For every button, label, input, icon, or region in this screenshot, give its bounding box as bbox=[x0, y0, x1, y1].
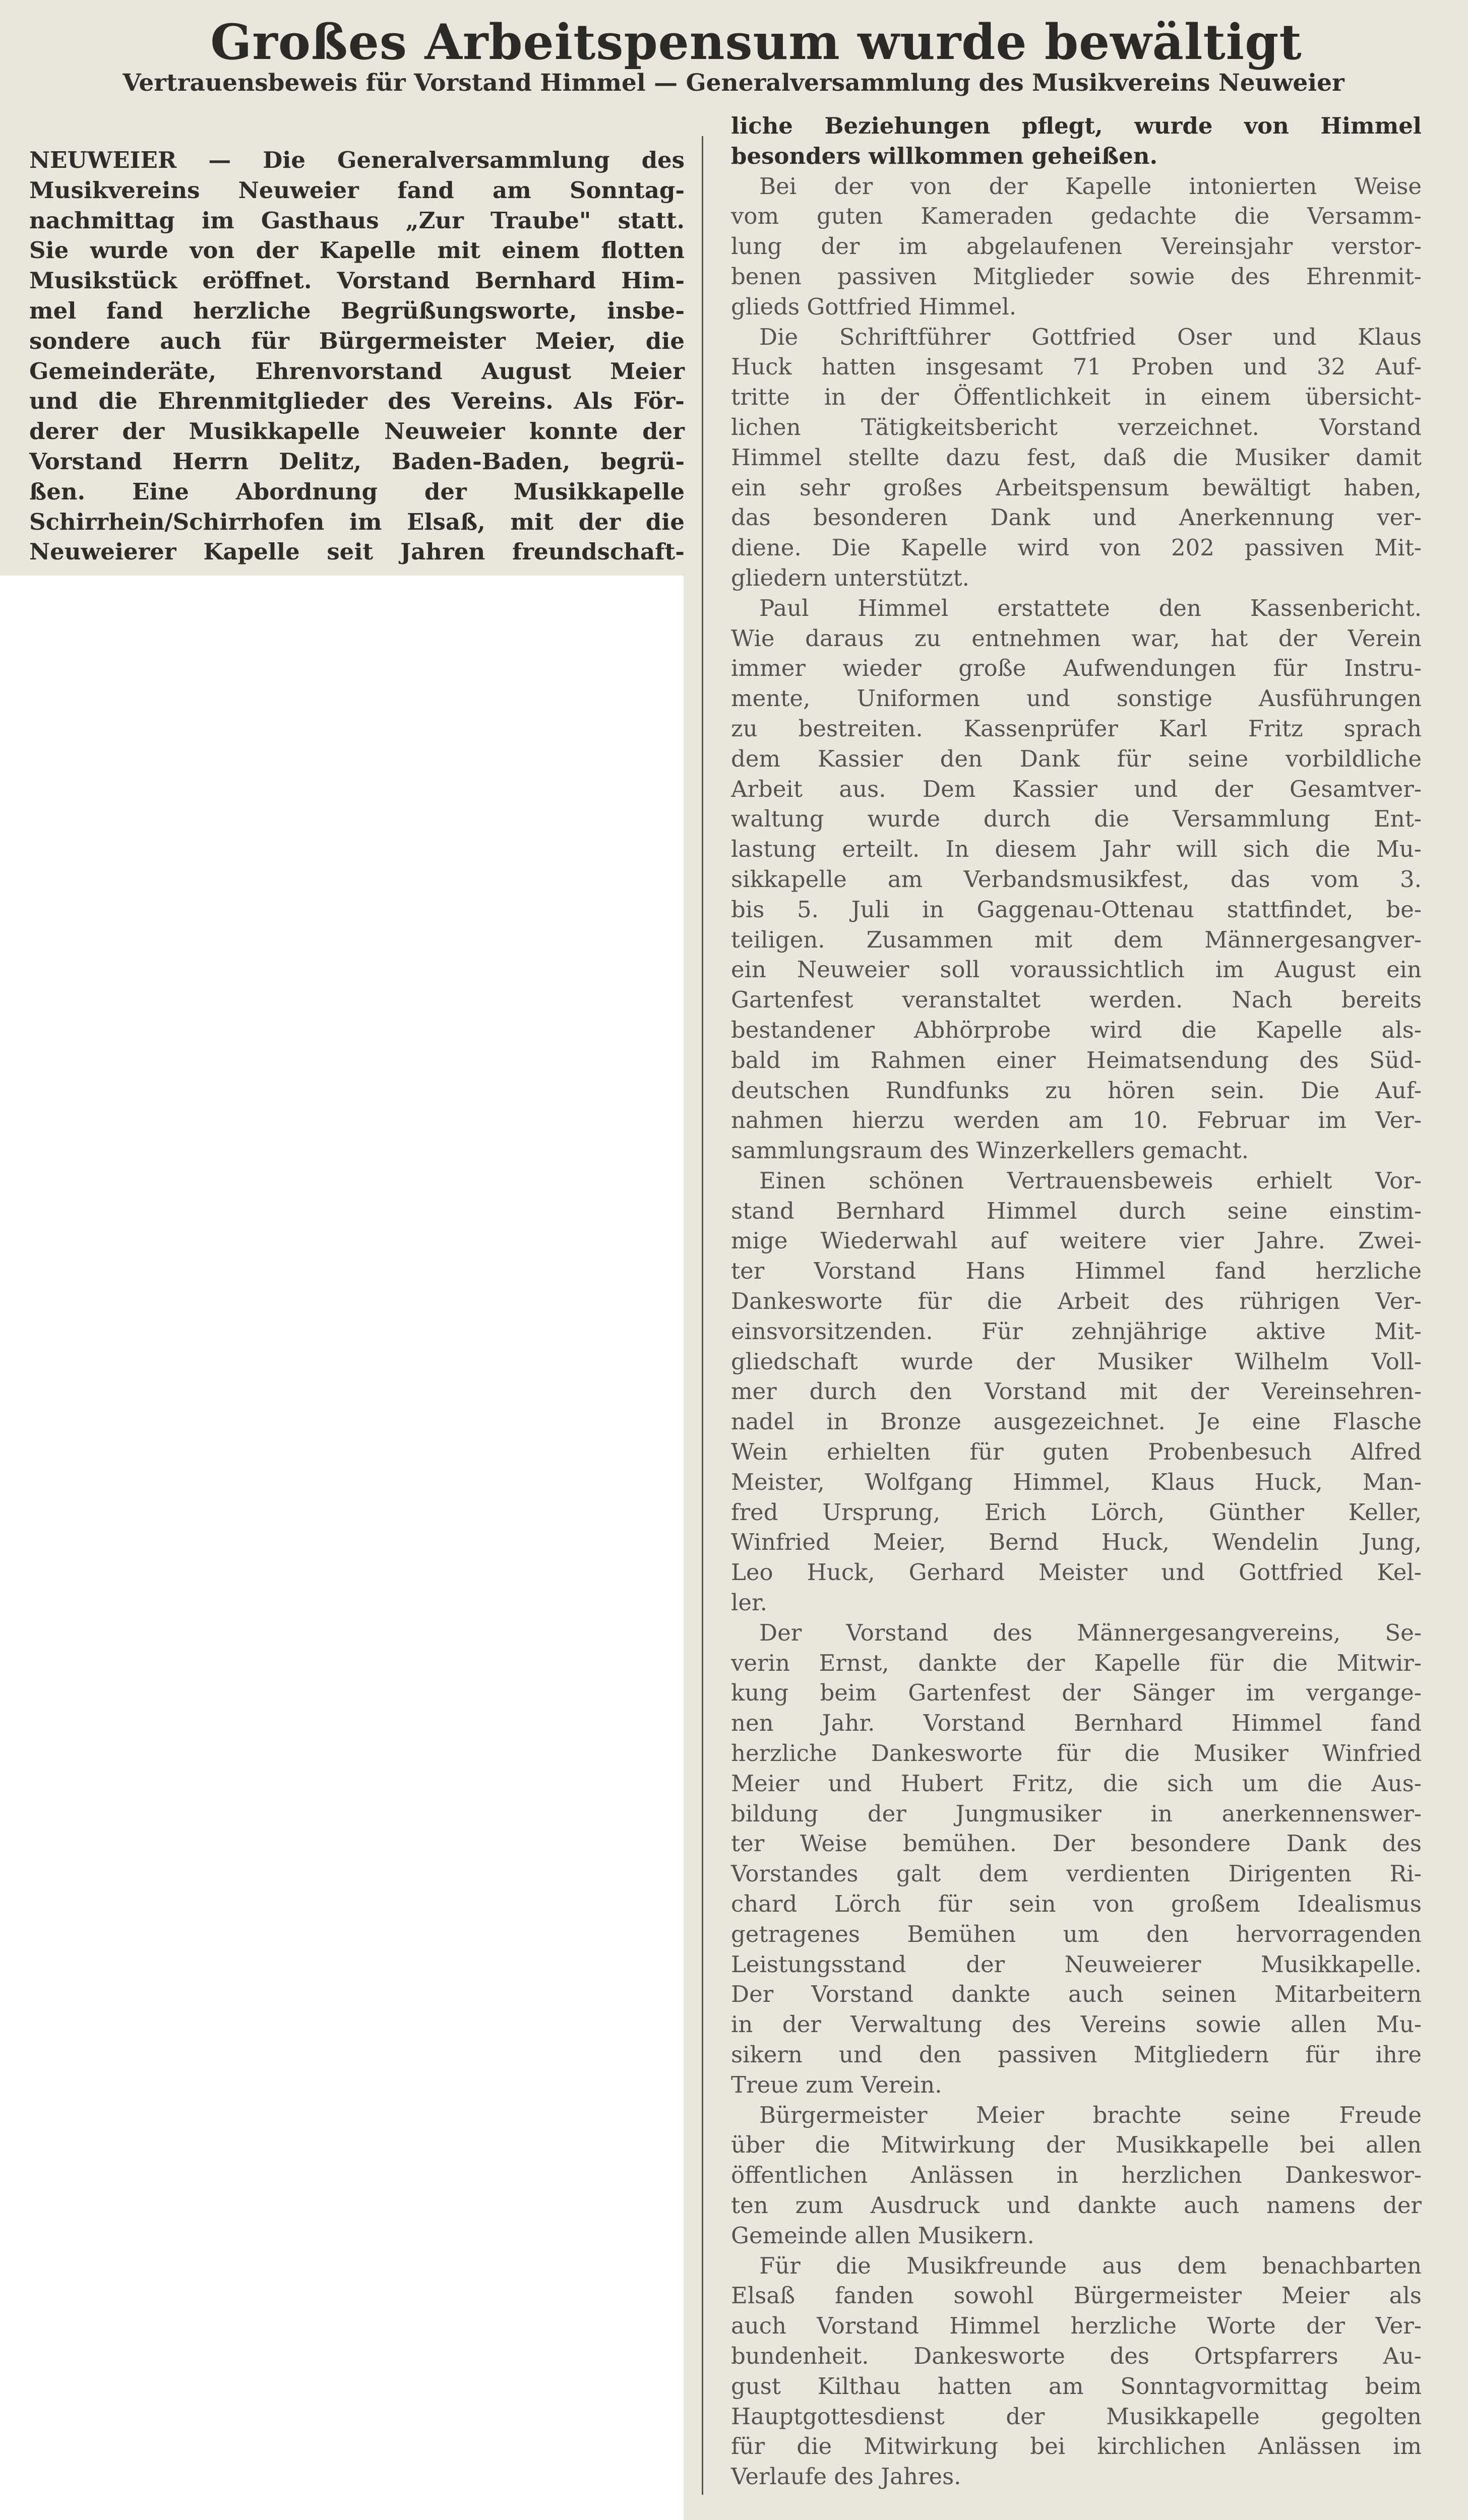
article-line: sikern und den passiven Mitgliedern für ihre bbox=[731, 2041, 1422, 2068]
article-line: bald im Rahmen einer Heimatsendung des Süd- bbox=[731, 1046, 1422, 1074]
article-line: Huck hatten insgesamt 71 Proben und 32 Auf- bbox=[731, 353, 1422, 381]
article-line: ein sehr großes Arbeitspensum bewältigt haben, bbox=[731, 474, 1422, 501]
article-line: Dankesworte für die Arbeit des rührigen Ver- bbox=[731, 1288, 1422, 1315]
article-line: mer durch den Vorstand mit der Vereinsehren- bbox=[731, 1378, 1422, 1405]
article-line: diene. Die Kapelle wird von 202 passiven Mit- bbox=[731, 534, 1422, 561]
article-line: Wein erhielten für guten Probenbesuch Alfred bbox=[731, 1438, 1422, 1466]
article-line: Bei der von der Kapelle intonierten Weise bbox=[759, 172, 1422, 200]
article-line: über die Mitwirkung der Musikkapelle bei allen bbox=[731, 2131, 1422, 2159]
article-line: liche Beziehungen pflegt, wurde von Himmel bbox=[731, 112, 1422, 139]
article-dateline: NEUWEIER — bbox=[29, 147, 231, 173]
article-line: Der Vorstand des Männergesangvereins, Se- bbox=[759, 1619, 1422, 1646]
article-line: Einen schönen Vertrauensbeweis erhielt Vor- bbox=[759, 1167, 1422, 1194]
article-line: Winfried Meier, Bernd Huck, Wendelin Jung, bbox=[731, 1529, 1422, 1556]
article-line: herzliche Dankesworte für die Musiker Winfried bbox=[731, 1740, 1422, 1767]
article-line: ter Weise bemühen. Der besondere Dank des bbox=[731, 1830, 1422, 1857]
article-line: mige Wiederwahl auf weitere vier Jahre. Zwei- bbox=[731, 1227, 1422, 1254]
article-line: benen passiven Mitglieder sowie des Ehrenmit- bbox=[731, 263, 1422, 290]
article-line: glieds Gottfried Himmel. bbox=[731, 293, 1017, 320]
article-line: Musikstück eröffnet. Vorstand Bernhard Him- bbox=[29, 267, 685, 294]
article-line: chard Lörch für sein von großem Idealismus bbox=[731, 1891, 1422, 1918]
article-line: gliedern unterstützt. bbox=[731, 564, 969, 591]
article-line: das besonderen Dank und Anerkennung ver- bbox=[731, 504, 1422, 531]
article-line: lastung erteilt. In diesem Jahr will sich die Mu- bbox=[731, 836, 1422, 863]
article-headline: Großes Arbeitspensum wurde bewältigt bbox=[210, 14, 1302, 71]
article-line: nadel in Bronze ausgezeichnet. Je eine Flasche bbox=[731, 1408, 1422, 1435]
article-line: auch Vorstand Himmel herzliche Worte der Ver- bbox=[731, 2312, 1422, 2340]
article-line: in der Verwaltung des Vereins sowie allen Mu- bbox=[731, 2011, 1422, 2038]
article-line: Paul Himmel erstattete den Kassenbericht. bbox=[759, 594, 1422, 621]
article-line: nachmittag im Gasthaus „Zur Traube" statt. bbox=[29, 207, 685, 234]
article-line: stand Bernhard Himmel durch seine einstim- bbox=[731, 1197, 1422, 1224]
article-line: gliedschaft wurde der Musiker Wilhelm Voll- bbox=[731, 1348, 1422, 1375]
article-line: besonders willkommen geheißen. bbox=[731, 142, 1158, 169]
article-line: öffentlichen Anlässen in herzlichen Dankeswor- bbox=[731, 2162, 1422, 2189]
article-line: Sie wurde von der Kapelle mit einem flotten bbox=[29, 237, 685, 264]
article-line: ter Vorstand Hans Himmel fand herzliche bbox=[731, 1257, 1422, 1285]
article-line: Wie daraus zu entnehmen war, hat der Verein bbox=[731, 624, 1422, 652]
article-line: vom guten Kameraden gedachte die Versamm- bbox=[731, 203, 1422, 230]
article-line: Verlaufe des Jahres. bbox=[731, 2463, 961, 2490]
article-line: Gartenfest veranstaltet werden. Nach bereits bbox=[731, 986, 1422, 1014]
article-line-text: Die Generalversammlung des bbox=[231, 147, 685, 173]
article-line: Arbeit aus. Dem Kassier und der Gesamtver- bbox=[731, 775, 1422, 802]
article-line: zu bestreiten. Kassenprüfer Karl Fritz sprach bbox=[731, 715, 1422, 742]
right-column bbox=[731, 111, 1422, 2492]
article-line: fred Ursprung, Erich Lörch, Günther Keller, bbox=[731, 1498, 1422, 1526]
article-line: für die Mitwirkung bei kirchlichen Anlässen im bbox=[731, 2433, 1422, 2460]
article-line: deutschen Rundfunks zu hören sein. Die Auf- bbox=[731, 1077, 1422, 1104]
article-line: Elsaß fanden sowohl Bürgermeister Meier als bbox=[731, 2282, 1422, 2309]
article-line: kung beim Gartenfest der Sänger im vergange- bbox=[731, 1679, 1422, 1707]
article-line: Treue zum Verein. bbox=[731, 2071, 942, 2098]
article-line: bundenheit. Dankesworte des Ortspfarrers Au- bbox=[731, 2342, 1422, 2369]
article-line: Gemeinderäte, Ehrenvorstand August Meier bbox=[29, 357, 685, 385]
article-subheadline: Vertrauensbeweis für Vorstand Himmel — Generalversammlung des Musikvereins Neuweier bbox=[123, 69, 1344, 97]
article-line: Musikvereins Neuweier fand am Sonntag- bbox=[29, 176, 685, 204]
article-line: ten zum Ausdruck und dankte auch namens der bbox=[731, 2191, 1422, 2219]
article-line: ler. bbox=[731, 1589, 767, 1616]
article-line: Leo Huck, Gerhard Meister und Gottfried Kel- bbox=[731, 1559, 1422, 1586]
article-line: Leistungsstand der Neuweierer Musikkapelle. bbox=[731, 1950, 1422, 1978]
article-line bbox=[29, 145, 685, 175]
article-line: Gemeinde allen Musikern. bbox=[731, 2222, 1034, 2249]
article-line: Meier und Hubert Fritz, die sich um die Aus- bbox=[731, 1770, 1422, 1797]
article-line: Meister, Wolfgang Himmel, Klaus Huck, Man- bbox=[731, 1468, 1422, 1495]
article-line: getragenes Bemühen um den hervorragenden bbox=[731, 1920, 1422, 1947]
article-line: Neuweierer Kapelle seit Jahren freundschaft- bbox=[29, 538, 685, 565]
article-line: Vorstandes galt dem verdienten Dirigenten Ri- bbox=[731, 1860, 1422, 1887]
article-line: bis 5. Juli in Gaggenau-Ottenau stattfindet, be- bbox=[731, 896, 1422, 923]
article-line: bildung der Jungmusiker in anerkennenswer- bbox=[731, 1800, 1422, 1827]
article-line: Hauptgottesdienst der Musikkapelle gegolten bbox=[731, 2403, 1422, 2430]
article-line: Vorstand Herrn Delitz, Baden-Baden, begrü- bbox=[29, 448, 685, 475]
article-line: sondere auch für Bürgermeister Meier, die bbox=[29, 327, 685, 354]
article-line: dem Kassier den Dank für seine vorbildliche bbox=[731, 745, 1422, 772]
article-line: sikkapelle am Verbandsmusikfest, das vom 3. bbox=[731, 865, 1422, 893]
column-divider bbox=[702, 136, 703, 2495]
article-line: teiligen. Zusammen mit dem Männergesangver- bbox=[731, 926, 1422, 953]
left-column bbox=[29, 145, 685, 567]
article-line: nen Jahr. Vorstand Bernhard Himmel fand bbox=[731, 1710, 1422, 1737]
article-line: verin Ernst, dankte der Kapelle für die Mitwir- bbox=[731, 1649, 1422, 1676]
article-line: Der Vorstand dankte auch seinen Mitarbeitern bbox=[731, 1981, 1422, 2008]
article-line: sammlungsraum des Winzerkellers gemacht. bbox=[731, 1137, 1249, 1164]
article-line: Himmel stellte dazu fest, daß die Musiker damit bbox=[731, 444, 1422, 471]
article-line: tritte in der Öffentlichkeit in einem übersicht- bbox=[731, 384, 1422, 411]
article-line: mente, Uniformen und sonstige Ausführungen bbox=[731, 685, 1422, 712]
article-line: ßen. Eine Abordnung der Musikkapelle bbox=[29, 478, 685, 505]
article-line: immer wieder große Aufwendungen für Instru- bbox=[731, 655, 1422, 682]
article-line: mel fand herzliche Begrüßungsworte, insbe- bbox=[29, 297, 685, 324]
article-line: derer der Musikkapelle Neuweier konnte der bbox=[29, 418, 685, 445]
article-line: waltung wurde durch die Versammlung Ent- bbox=[731, 805, 1422, 833]
article-line: Die Schriftführer Gottfried Oser und Klaus bbox=[759, 323, 1422, 350]
article-line: gust Kilthau hatten am Sonntagvormittag beim bbox=[731, 2372, 1422, 2400]
article-line: einsvorsitzenden. Für zehnjährige aktive Mit- bbox=[731, 1317, 1422, 1345]
article-line: und die Ehrenmitglieder des Vereins. Als För- bbox=[29, 388, 685, 415]
article-line: Bürgermeister Meier brachte seine Freude bbox=[759, 2101, 1422, 2128]
article-line: lung der im abgelaufenen Vereinsjahr verstor- bbox=[731, 233, 1422, 260]
article-line: ein Neuweier soll voraussichtlich im August ein bbox=[731, 956, 1422, 983]
article-line: nahmen hierzu werden am 10. Februar im Ver- bbox=[731, 1107, 1422, 1134]
article-line: Schirrhein/Schirrhofen im Elsaß, mit der die bbox=[29, 508, 685, 535]
article-line: Für die Musikfreunde aus dem benachbarten bbox=[759, 2252, 1422, 2279]
article-line: lichen Tätigkeitsbericht verzeichnet. Vorstand bbox=[731, 413, 1422, 440]
article-line: bestandener Abhörprobe wird die Kapelle als- bbox=[731, 1016, 1422, 1043]
